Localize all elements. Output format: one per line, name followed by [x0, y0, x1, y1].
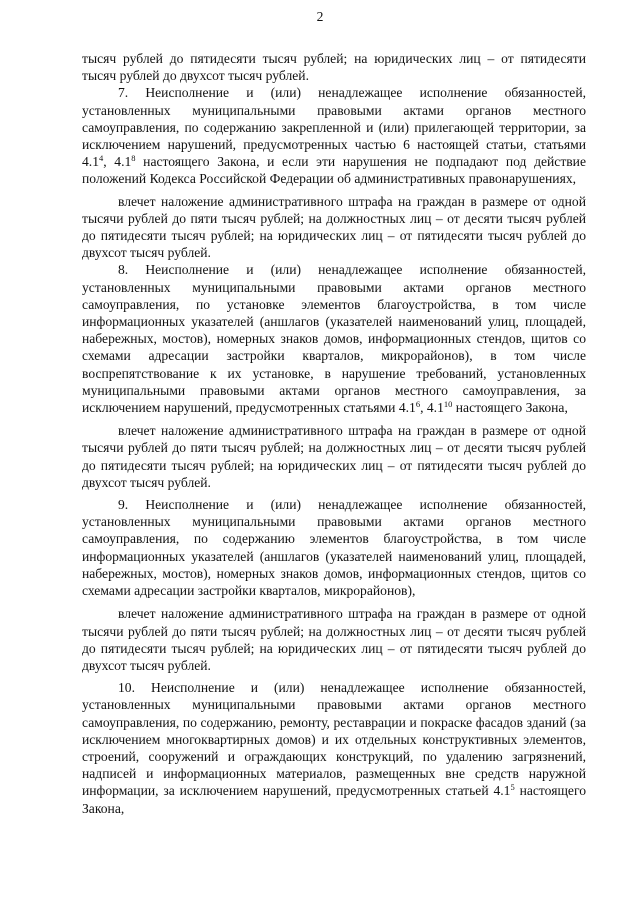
paragraph-10-superscript-1: 5 — [510, 782, 515, 793]
paragraph-7-text-1: 7. Неисполнение и (или) ненадлежащее исполнение обязанностей, установленных муниципальными правовыми актами органов местного самоуправления, по содержанию закрепленной и (или) прилегающей территории, за исключением нарушений, предусмотренных частью 6 настоящей статьи, статьями 4.1 — [82, 85, 586, 170]
sanction-8: влечет наложение административного штрафа на граждан в размере от одной тысячи рублей до пяти тысяч рублей; на должностных лиц – от десяти тысяч рублей до пятидесяти тысяч рублей; на юридических лиц – от пятидесяти тысяч рублей до двухсот тысяч рублей. — [82, 423, 586, 490]
sanction-7: влечет наложение административного штрафа на граждан в размере от одной тысячи рублей до пяти тысяч рублей; на должностных лиц – от десяти тысяч рублей до пятидесяти тысяч рублей; на юридических лиц – от пятидесяти тысяч рублей до двухсот тысяч рублей. — [82, 193, 586, 261]
paragraph-intro: тысяч рублей до пятидесяти тысяч рублей; на юридических лиц – от пятидесяти тысяч рублей до двухсот тысяч рублей. — [82, 51, 586, 84]
paragraph-7-text-3: настоящего Закона, и если эти нарушения не подпадают под действие положений Кодекса Российской Федерации об административных правонарушениях, — [82, 154, 586, 187]
document-body — [82, 50, 586, 817]
paragraph-7 — [82, 84, 586, 187]
paragraph-7-superscript-1: 4 — [99, 153, 104, 164]
paragraph-10-text-2: настоящего Закона, — [82, 783, 587, 816]
paragraph-8-superscript-1: 6 — [415, 399, 421, 410]
paragraph-8-text-1: 8. Неисполнение и (или) ненадлежащее исполнение обязанностей, установленных муниципальными правовыми актами органов местного самоуправления, по установке элементов благоустройства, в том числе информационных указателей (аншлагов (указателей наименований улиц, площадей, набережных, мостов), номерных знаков домов, информационных стендов, щитов со схемами адресации застройки кварталов, микрорайонов), в том числе воспрепятствование к их установке, в нарушение требований, установленных муниципальными правовыми актами органов местного самоуправления, за исключением нарушений, предусмотренных статьями 4.1 — [82, 262, 586, 416]
paragraph-10 — [82, 679, 586, 817]
paragraph-10-text-1: 10. Неисполнение и (или) ненадлежащее исполнение обязанностей, установленных муниципальными правовыми актами органов местного самоуправления, по содержанию, ремонту, реставрации и покраске фасадов зданий (за исключением многоквартирных домов) и их отдельных конструктивных элементов, строений, сооружений и ограждающих конструкций, по удалению загрязнений, надписей и информационных материалов, размещенных вне средств наружной информации, за исключением нарушений, предусмотренных статьей 4.1 — [82, 680, 586, 799]
sanction-9: влечет наложение административного штрафа на граждан в размере от одной тысячи рублей до пяти тысяч рублей; на должностных лиц – от десяти тысяч рублей до пятидесяти тысяч рублей; на юридических лиц – от пятидесяти тысяч рублей до двухсот тысяч рублей. — [82, 606, 586, 673]
paragraph-7-superscript-2: 8 — [131, 153, 136, 164]
paragraph-8 — [82, 261, 586, 416]
paragraph-7-text-2: , 4.1 — [103, 154, 132, 170]
paragraph-8-text-2: , 4.1 — [420, 400, 444, 416]
paragraph-8-text-3: настоящего Закона, — [452, 400, 568, 416]
page-number: 2 — [316, 9, 324, 24]
paragraph-8-superscript-2: 10 — [443, 399, 453, 410]
paragraph-9: 9. Неисполнение и (или) ненадлежащее исполнение обязанностей, установленных муниципальными правовыми актами органов местного самоуправления, по содержанию элементов благоустройства, в том числе информационных указателей (аншлагов (указателей наименований улиц, площадей, набережных, мостов), номерных знаков домов, информационных стендов, щитов со схемами адресации застройки кварталов, микрорайонов), — [82, 497, 586, 599]
